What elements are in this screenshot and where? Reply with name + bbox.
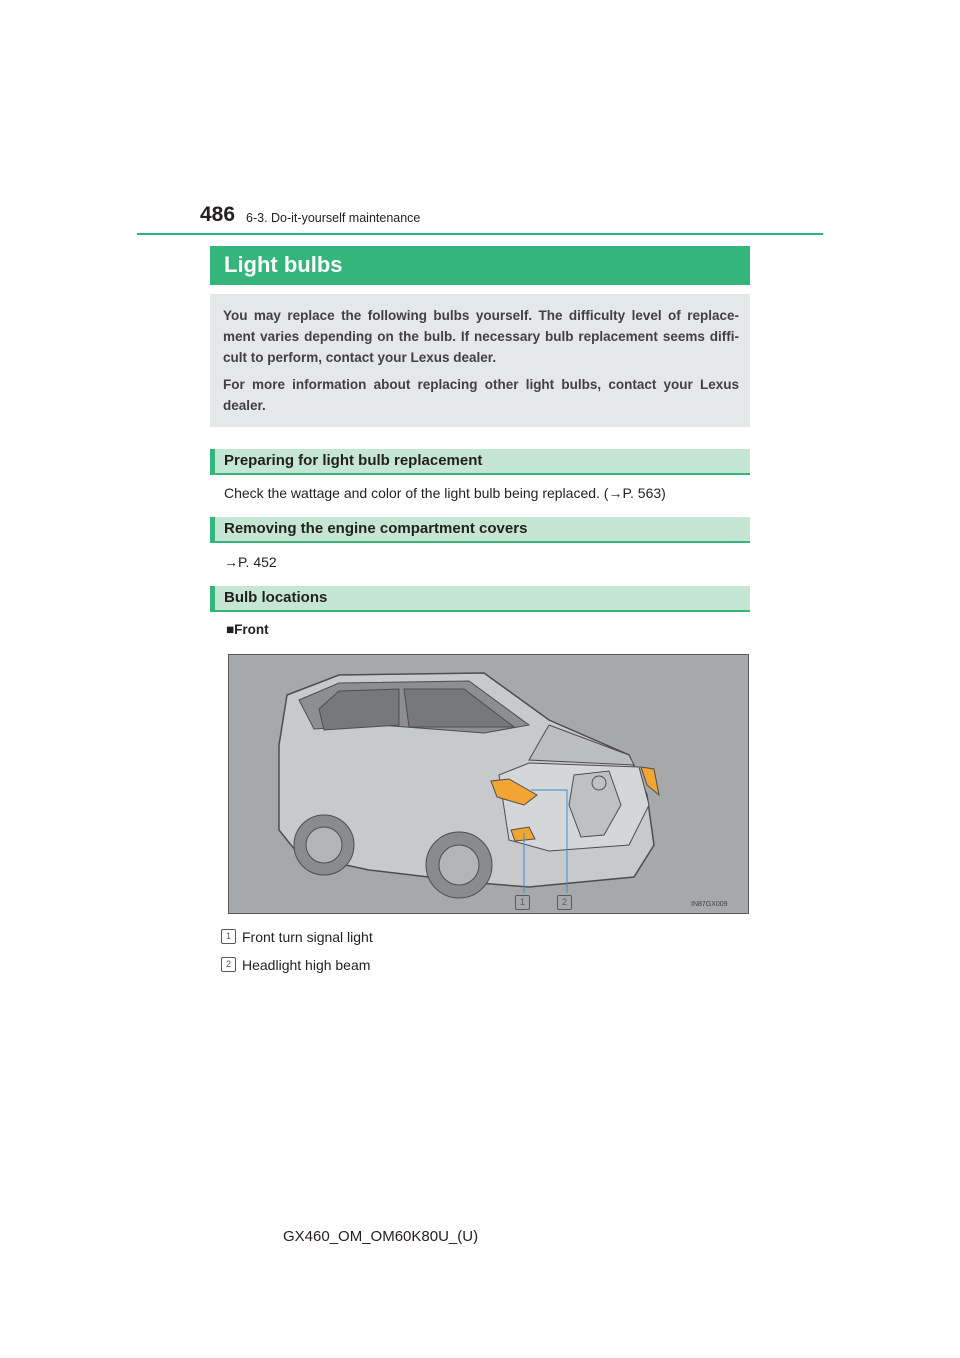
heading-preparing <box>210 449 750 475</box>
figure-callout-2: 2 <box>557 895 572 910</box>
header-rule <box>137 233 823 235</box>
figure-code: IN87GX009 <box>691 901 728 908</box>
legend-label-1: Front turn signal light <box>242 929 373 945</box>
heading-removing <box>210 517 750 543</box>
front-subheading: ■Front <box>226 622 269 637</box>
section-title: 6-3. Do-it-yourself maintenance <box>246 211 421 225</box>
legend-num-1: 1 <box>221 929 236 944</box>
suv-drawing <box>229 655 749 914</box>
figure-callout-1: 1 <box>515 895 530 910</box>
page-number: 486 <box>200 203 236 226</box>
heading-preparing-label: Preparing for light bulb replacement <box>224 452 483 469</box>
intro-paragraph-2: For more information about replacing other light bulbs, contact your Lexus dealer. <box>223 377 739 413</box>
legend-label-2: Headlight high beam <box>242 957 371 973</box>
preparing-text: Check the wattage and color of the light bulb being replaced. (→P. 563) <box>224 485 666 501</box>
heading-locations-label: Bulb locations <box>224 589 328 606</box>
legend-num-2: 2 <box>221 957 236 972</box>
title-bar <box>210 246 750 285</box>
removing-text: →P. 452 <box>224 554 277 570</box>
intro-box <box>210 294 750 427</box>
document-code: GX460_OM_OM60K80U_(U) <box>283 1228 479 1245</box>
intro-paragraph-1: You may replace the following bulbs yourself. The difficulty level of replace-ment varies depending on the bulb. If necessary bulb replacement seems diffi-cult to perform, contact your Lexus dealer. <box>223 308 739 365</box>
heading-removing-label: Removing the engine compartment covers <box>224 520 528 537</box>
vehicle-illustration <box>228 654 749 914</box>
heading-locations <box>210 586 750 612</box>
page-title: Light bulbs <box>224 252 343 277</box>
